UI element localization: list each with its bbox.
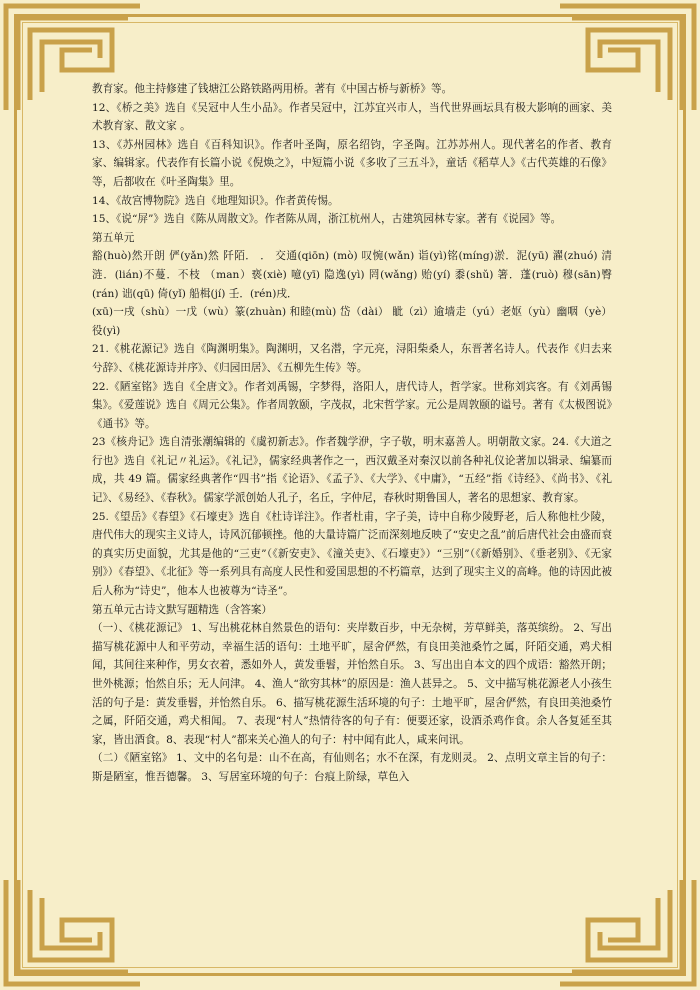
paragraph: 豁(huò)然开朗 俨(yǎn)然 阡陌． ． 交通(qiōn) (mò) 叹惋(wǎn) 诣(yì)铭(míng)淤．泥(yū) 濯(zhuó) 清涟．(lián)不蔓．不枝 （man）亵(xiè) 噫(yī) 隐逸(yì) 罔(wǎng) 贻(yí) 黍(shǔ) 箸．蓬(ruò) 穆(sān)臀(rán) 诎(qū) 倚(yǐ) 船楫(jí) 壬．(rén)戌． — [92, 250, 612, 300]
paragraph: 14、《故宫博物院》选自《地理知识》。作者黄传惕。 — [92, 194, 339, 207]
document-body — [92, 80, 612, 787]
paragraph: 23《核舟记》选自清张潮编辑的《虞初新志》。作者魏学洢，字子敬，明末嘉善人。明朝散文家。24.《大道之行也》选自《礼记〃礼运》。《礼记》，儒家经典著作之一，西汉戴圣对秦汉以前各种礼仪论著加以辑录、编纂而成，共 49 篇。儒家经典著作“四书”指《论语》、《孟子》、《大学》、《中庸》，“五经”指《诗经》、《尚书》、《礼记》、《易经》、《春秋》。儒家学派创始人孔子，名丘，字仲尼，春秋时期鲁国人，著名的思想家、教育家。 — [92, 436, 612, 505]
paragraph: 21.《桃花源记》选自《陶渊明集》。陶渊明，又名潜，字元亮，浔阳柴桑人，东晋著名诗人。代表作《归去来兮辞》、《桃花源诗并序》、《归园田居》、《五柳先生传》等。 — [92, 343, 612, 374]
paragraph: （一）、《桃花源记》 1、写出桃花林自然景色的语句：夹岸数百步，中无杂树，芳草鲜美，落英缤纷。 2、写出描写桃花源中人和平劳动，幸福生活的语句：土地平旷，屋舍俨然，有良田美池桑竹之属，阡陌交通，鸡犬相闻，其间往来种作，男女衣着，悉如外人，黄发垂髫，并怡然自乐。 3、写出出自本文的四个成语：豁然开朗；世外桃源；怡然自乐；无人问津。 4、渔人“欲穷其林”的原因是：渔人甚异之。 5、文中描写桃花源老人小孩生活的句子是：黄发垂髫，并怡然自乐。 6、描写桃花源生活环境的句子：土地平旷，屋舍俨然，有良田美池桑竹之属，阡陌交通，鸡犬相闻。 7、表现“村人”热情待客的句子有：便要还家，设酒杀鸡作食。余人各复延至其家，皆出酒食。8、表现“村人”都来关心渔人的句子：村中闻有此人，咸来问讯。 — [92, 622, 612, 746]
corner-ornament-bottom-right — [550, 870, 700, 990]
paragraph: 13、《苏州园林》选自《百科知识》。作者叶圣陶，原名绍钧，字圣陶。江苏苏州人。现代著名的作者、教育家、编辑家。代表作有长篇小说《倪焕之》，中短篇小说《多收了三五斗》，童话《稻草人》《古代英雄的石像》等，后都收在《叶圣陶集》里。 — [92, 138, 612, 188]
paragraph: 教育家。他主持修建了钱塘江公路铁路两用桥。著有《中国古桥与新桥》等。 — [92, 83, 453, 95]
paragraph: （二）《陋室铭》 1、文中的名句是：山不在高，有仙则名；水不在深，有龙则灵。 2、点明文章主旨的句子：斯是陋室，惟吾德馨。 3、写居室环境的句子：台痕上阶绿，草色入 — [92, 752, 612, 783]
corner-ornament-bottom-left — [0, 870, 150, 990]
paragraph: 15、《说“屏”》选自《陈从周散文》。作者陈从周，浙江杭州人，古建筑园林专家。著有《说园》等。 — [92, 213, 562, 226]
paragraph: (xū)一戌（shù）一戊（wù）篆(zhuàn) 和睦(mù) 岱（dài） 眦（zì）逾墙走（yú）老妪（yù）幽咽（yè） 役(yì) — [92, 306, 612, 337]
paragraph: 12、《桥之美》选自《吴冠中人生小品》。作者吴冠中，江苏宜兴市人，当代世界画坛具有极大影响的画家、美术教育家、散文家 。 — [92, 101, 612, 133]
section-heading: 第五单元 — [92, 231, 135, 244]
paragraph: 25.《望岳》《春望》《石壕吏》选自《杜诗详注》。作者杜甫，字子美，诗中自称少陵野老，后人称他杜少陵，唐代伟大的现实主义诗人，诗风沉郁顿挫。他的大量诗篇广泛而深刻地反映了“安史之乱”前后唐代社会由盛而衰的真实历史面貌，尤其是他的“三吏”（《新安吏》、《潼关吏》、《石壕吏》）“三别”（《新婚别》、《垂老别》、《无家别》）《春望》、《北征》等一系列具有高度人民性和爱国思想的不朽篇章，达到了现实主义的高峰。他的诗因此被后人称为“诗史”，他本人也被尊为“诗圣”。 — [92, 510, 612, 598]
section-heading: 第五单元古诗文默写题精选（含答案） — [92, 603, 273, 616]
paragraph: 22.《陋室铭》选自《全唐文》。作者刘禹锡，字梦得，洛阳人，唐代诗人，哲学家。世称刘宾客。有《刘禹锡集》。《爱莲说》选自《周元公集》。作者周敦颐，字茂叔，北宋哲学家。元公是周敦颐的谥号。著有《太极图说》《通书》等。 — [92, 380, 612, 430]
